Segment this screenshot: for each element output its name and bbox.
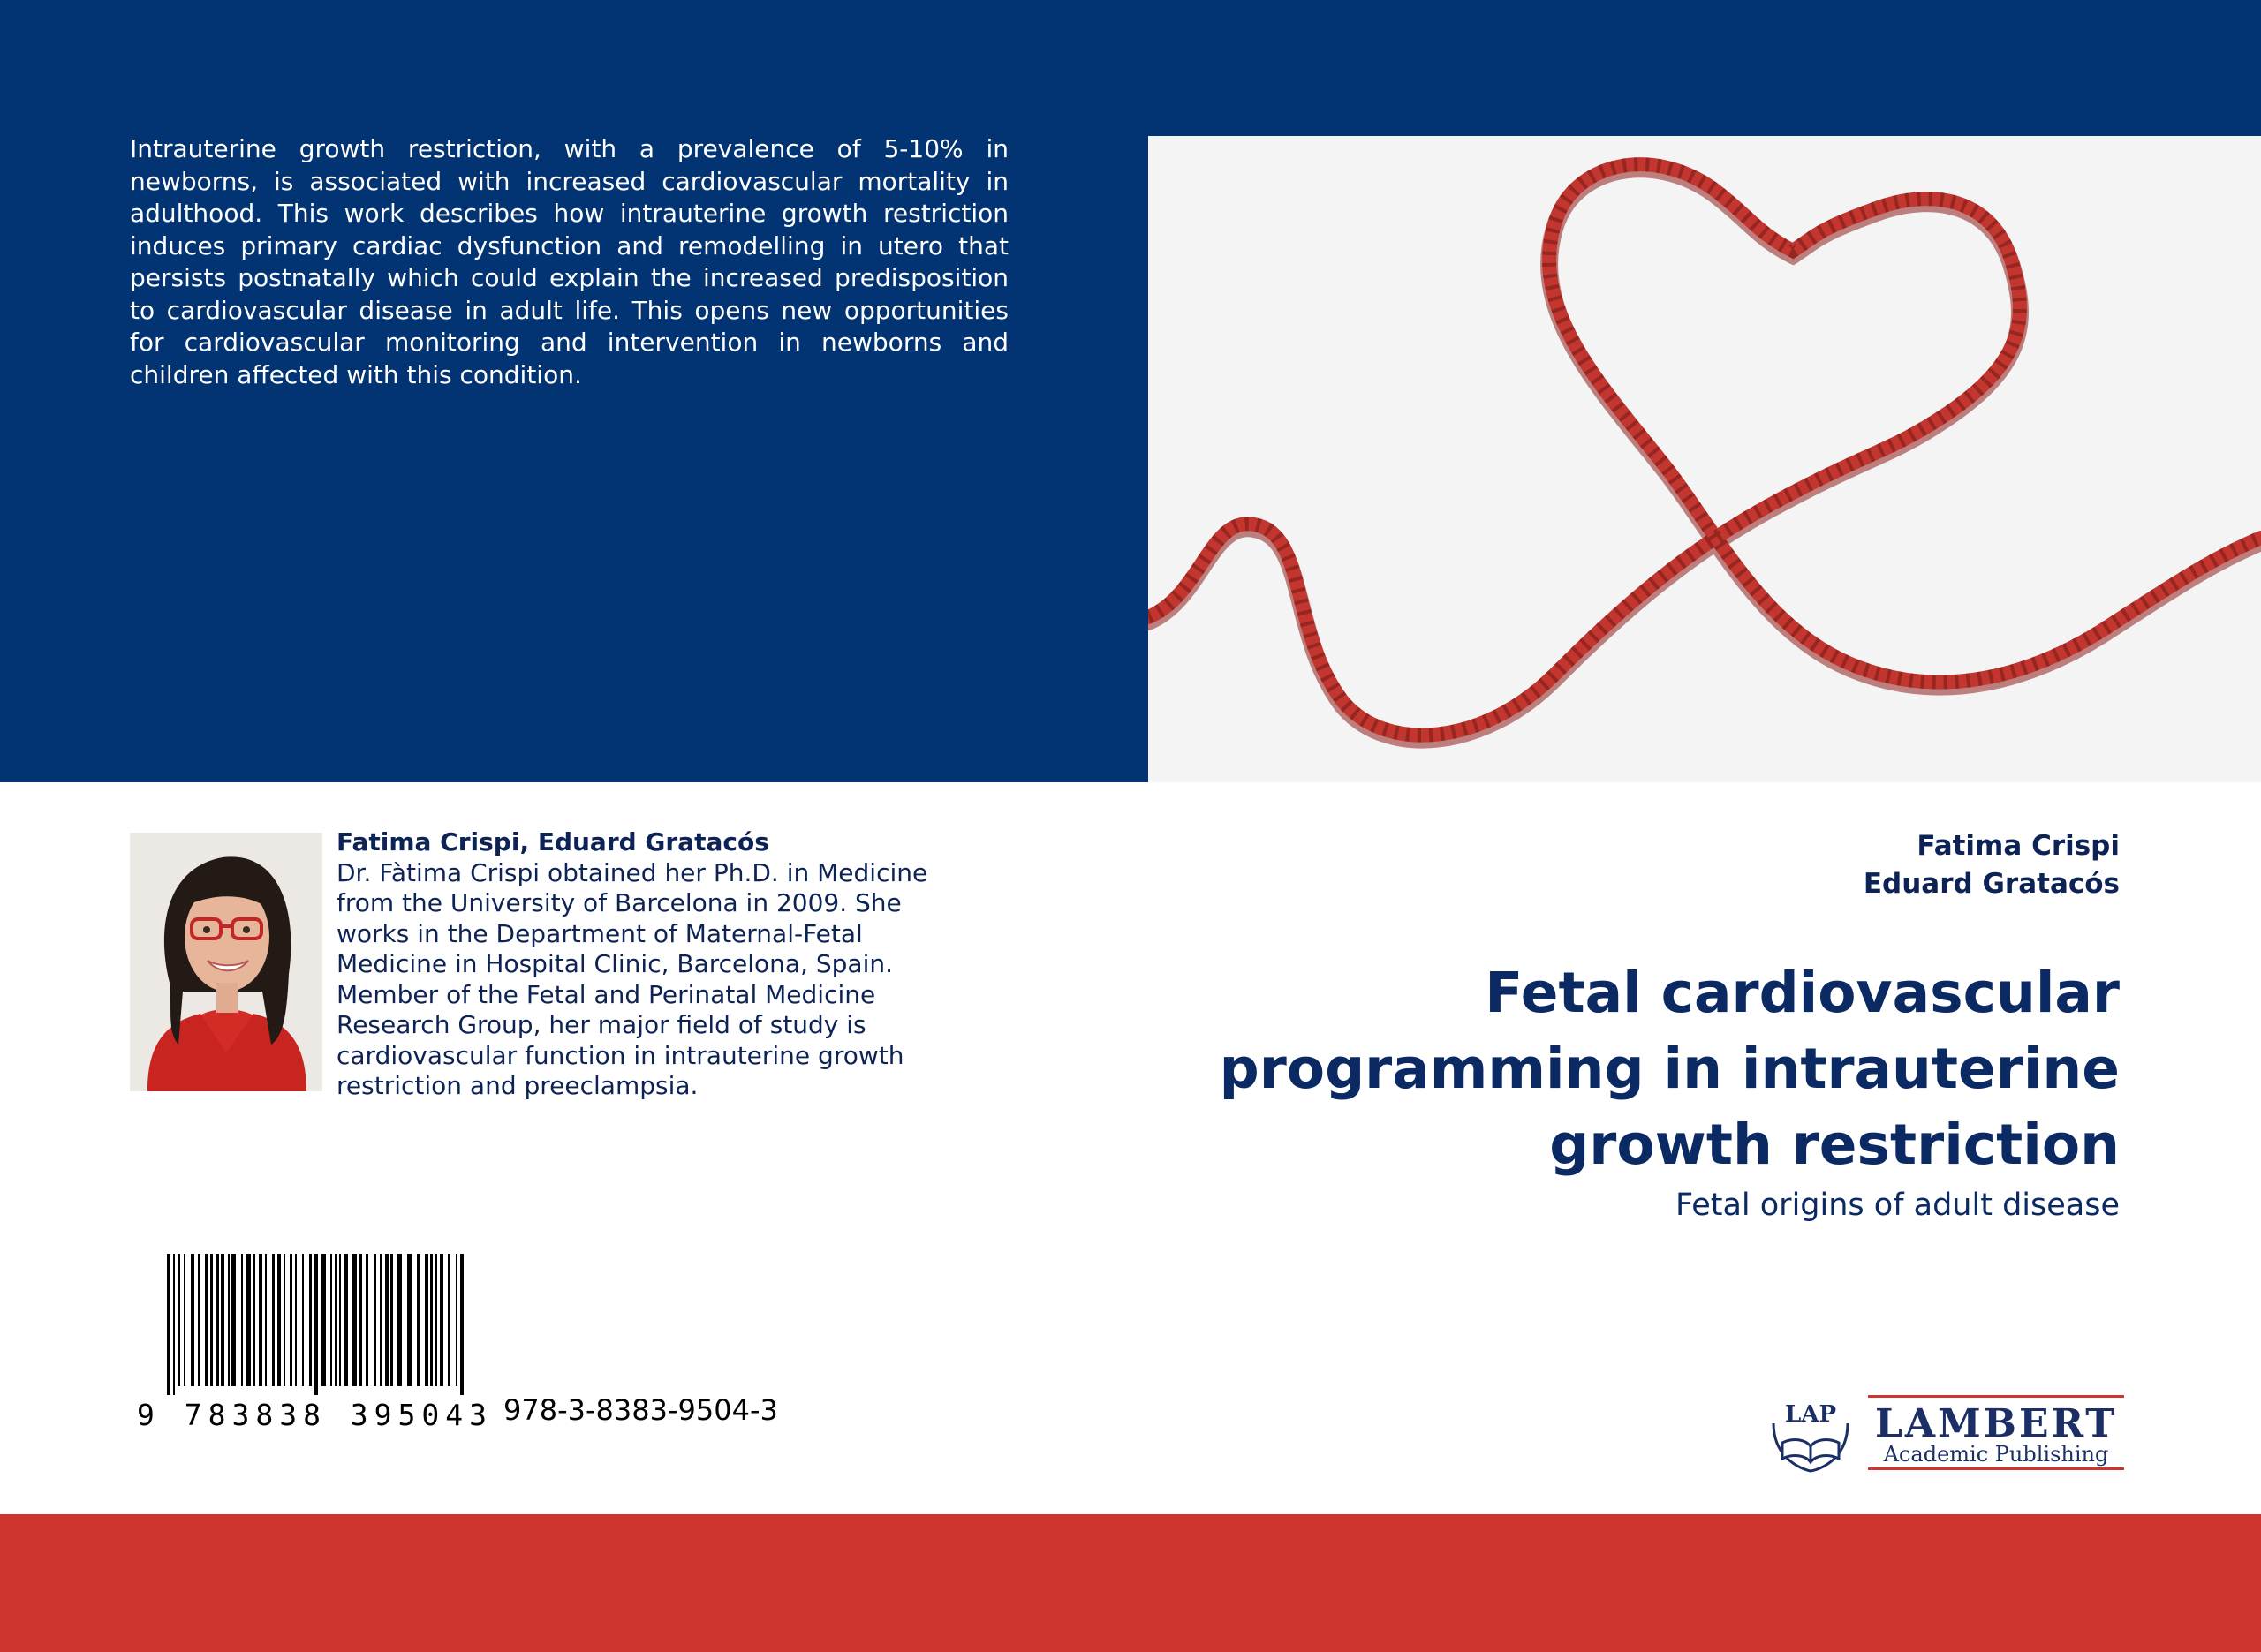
barcode-bar (385, 1254, 389, 1386)
barcode-bar (435, 1254, 437, 1386)
barcode-bar (295, 1254, 297, 1386)
bottom-red-band (0, 1514, 2261, 1652)
barcode-bar (253, 1254, 255, 1386)
title-line: growth restriction (1549, 1113, 2120, 1177)
barcode-bar (330, 1254, 332, 1386)
author-name: Eduard Gratacós (1863, 868, 2120, 900)
author-name: Fatima Crispi (1917, 830, 2120, 862)
barcode-bar (390, 1254, 393, 1386)
barcode-bar (407, 1254, 412, 1386)
author-portrait (130, 833, 322, 1091)
barcode-bar (265, 1254, 267, 1386)
barcode-bar (167, 1254, 170, 1395)
barcode-bar (352, 1254, 357, 1386)
isbn-barcode (130, 1254, 494, 1432)
title-line: Fetal cardiovascular (1485, 961, 2120, 1025)
barcode-bar (173, 1254, 175, 1395)
barcode-bar (359, 1254, 362, 1386)
front-cover-authors (1864, 827, 2120, 903)
book-title (1078, 955, 2120, 1183)
barcode-bar (448, 1254, 450, 1386)
barcode-bar (430, 1254, 433, 1386)
barcode-bar (272, 1254, 275, 1386)
open-book-icon (1766, 1388, 2124, 1473)
book-subtitle: Fetal origins of adult disease (1675, 1188, 2120, 1223)
barcode-bar (231, 1254, 236, 1386)
barcode-digits: 9 783838 395043 (137, 1398, 494, 1432)
barcode-bar (221, 1254, 224, 1386)
barcode-bar (228, 1254, 230, 1386)
barcode-bar (366, 1254, 368, 1386)
barcode-bar (314, 1254, 318, 1395)
barcode-bar (456, 1254, 457, 1386)
barcode-bar (302, 1254, 304, 1386)
barcode-bar (425, 1254, 428, 1386)
barcode-bar (339, 1254, 341, 1386)
publisher-emblem: LAP (1784, 1401, 1837, 1428)
barcode-bar (284, 1254, 285, 1386)
heart-rope-image (1148, 136, 2261, 782)
book-title-block (1078, 955, 2120, 1226)
isbn-number: 978-3-8383-9504-3 (503, 1393, 778, 1427)
barcode-bar (178, 1254, 180, 1386)
author-bio (337, 827, 972, 1102)
barcode-bar (440, 1254, 443, 1386)
barcode-bar (198, 1254, 200, 1386)
barcode-bar (335, 1254, 337, 1386)
barcode-bar (259, 1254, 262, 1386)
barcode-bar (277, 1254, 281, 1386)
publisher-tagline: Academic Publishing (1883, 1442, 2109, 1467)
barcode-bar (344, 1254, 348, 1386)
barcode-bars (130, 1254, 474, 1395)
barcode-bar (460, 1254, 464, 1395)
barcode-bar (216, 1254, 219, 1386)
bio-text: Dr. Fàtima Crispi obtained her Ph.D. in Medicine from the University of Barcelona in 2009. She works in the Department of Maternal-Fetal Medicine in Hospital Clinic, Barcelona, Spain. Member of the Fetal and Perinatal Medicine Research Group, her major field of study is cardiovascular function in intrauterine growth restriction and preeclampsia. (337, 857, 928, 1100)
barcode-bar (417, 1254, 420, 1386)
barcode-bar (321, 1254, 326, 1386)
barcode-bar (210, 1254, 213, 1386)
barcode-bar (309, 1254, 312, 1386)
publisher-name: LAMBERT (1874, 1401, 2118, 1446)
bio-author-names: Fatima Crispi, Eduard Gratacós (337, 827, 769, 856)
barcode-bar (241, 1254, 243, 1386)
barcode-bar (380, 1254, 382, 1386)
barcode-bar (191, 1254, 194, 1386)
barcode-bar (184, 1254, 185, 1386)
barcode-bar (374, 1254, 376, 1386)
barcode-bar (246, 1254, 251, 1386)
title-line: programming in intrauterine (1219, 1037, 2120, 1101)
barcode-bar (290, 1254, 292, 1386)
back-cover-blurb: Intrauterine growth restriction, with a prevalence of 5-10% in newborns, is associated with increased cardiovascular mortality in adulthood. This work describes how intrauterine growth restriction induces primary cardiac dysfunction and remodelling in utero that persists postnatally which could explain the increased predisposition to cardiovascular disease in adult life. This opens new opportunities for cardiovascular monitoring and intervention in newborns and children affected with this condition. (130, 134, 1009, 389)
barcode-bar (397, 1254, 402, 1386)
publisher-logo (1766, 1388, 2124, 1473)
barcode-bar (205, 1254, 208, 1386)
